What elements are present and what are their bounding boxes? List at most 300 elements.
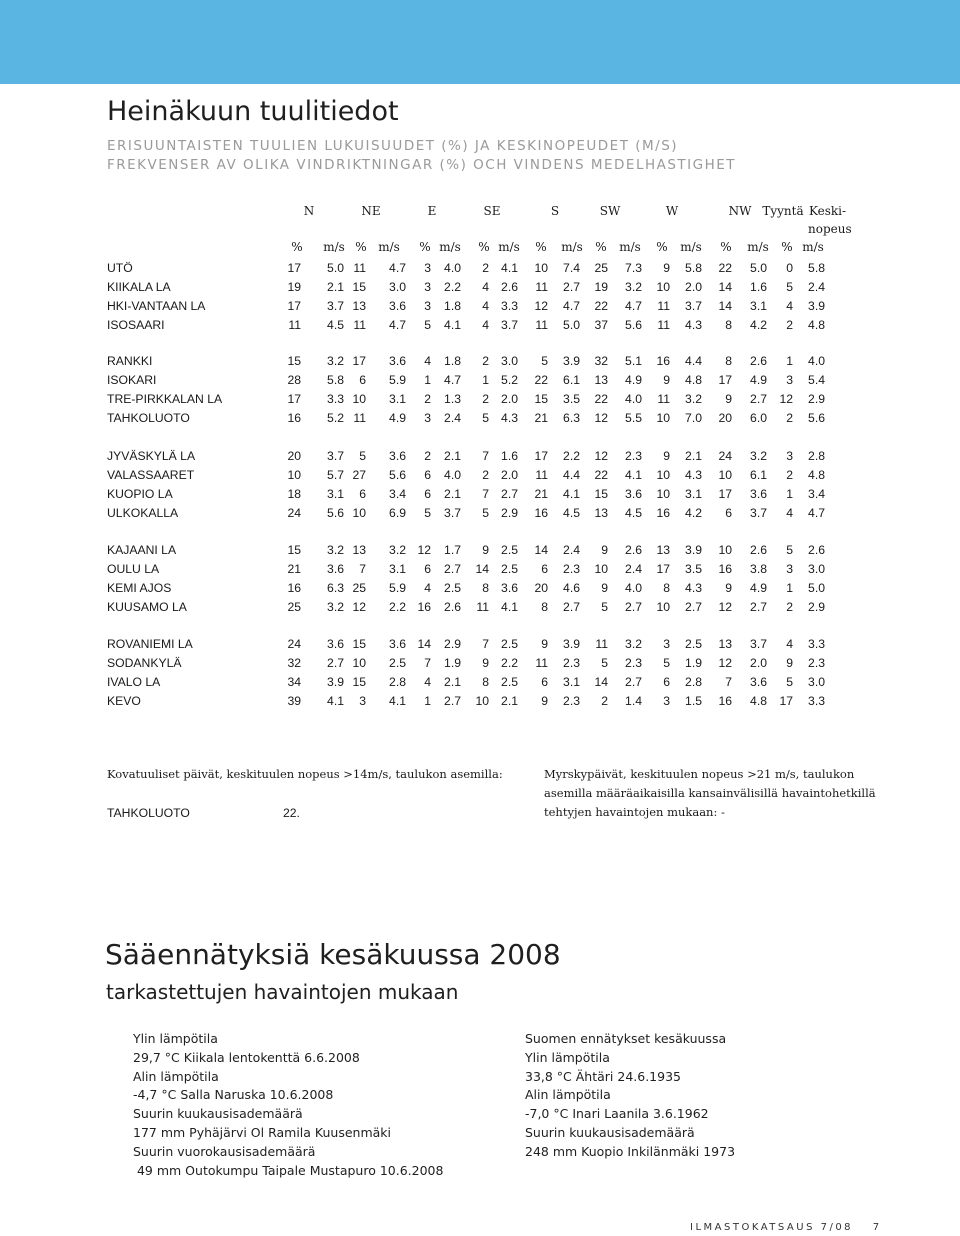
- cell-percent: 32: [287, 655, 301, 670]
- cell-percent: 7: [725, 674, 732, 689]
- cell-speed: 2.3: [563, 693, 580, 708]
- cell-percent: 2: [482, 261, 489, 275]
- cell-speed: 3.7: [750, 505, 767, 520]
- cell-percent: 27: [352, 467, 366, 482]
- cell-percent: 5: [541, 354, 548, 368]
- table-row: [0, 637, 960, 652]
- cell-speed: 1.9: [444, 655, 461, 670]
- cell-speed: 4.1: [444, 317, 461, 332]
- record-line: Suurin kuukausisademäärä: [133, 1106, 303, 1122]
- cell-speed: 4.3: [685, 580, 702, 595]
- records-subtitle: tarkastettujen havaintojen mukaan: [106, 980, 459, 1004]
- cell-speed: 3.6: [389, 354, 406, 368]
- cell-percent: 2: [424, 449, 431, 463]
- cell-percent: 6: [424, 561, 431, 576]
- cell-speed: 3.2: [625, 637, 642, 651]
- cell-speed: 4.9: [750, 580, 767, 595]
- cell-speed: 3.2: [685, 391, 702, 406]
- cell-speed: 3.9: [327, 674, 344, 689]
- cell-speed: 3.1: [389, 561, 406, 576]
- page-number: 7: [872, 1222, 882, 1233]
- cell-percent: 5: [482, 505, 489, 520]
- cell-speed: 2.1: [501, 693, 518, 708]
- cell-percent: 21: [534, 410, 548, 425]
- col-header-sw: SW: [599, 204, 621, 218]
- cell-speed: 4.7: [389, 317, 406, 332]
- cell-speed: 2.9: [501, 505, 518, 520]
- cell-speed: 2.5: [685, 637, 702, 651]
- unit-ms: m/s: [747, 240, 769, 254]
- cell-percent: 16: [417, 599, 431, 614]
- unit-pct: %: [291, 240, 303, 254]
- cell-percent: 11: [535, 279, 548, 294]
- cell-speed: 3.1: [389, 391, 406, 406]
- cell-percent: 6: [359, 372, 366, 387]
- cell-speed: 3.7: [444, 505, 461, 520]
- cell-percent: 15: [352, 674, 366, 689]
- unit-ms: m/s: [498, 240, 520, 254]
- cell-percent: 1: [424, 372, 431, 387]
- cell-percent: 17: [779, 693, 793, 708]
- cell-speed: 2.0: [501, 391, 518, 406]
- cell-percent: 9: [601, 580, 608, 595]
- table-row: [0, 543, 960, 558]
- cell-speed: 2.3: [563, 655, 580, 670]
- cell-speed: 5.2: [501, 372, 518, 387]
- cell-speed: 3.6: [750, 674, 767, 689]
- cell-percent: 9: [786, 655, 793, 670]
- table-row: [0, 675, 960, 690]
- cell-speed: 1.9: [685, 655, 702, 670]
- cell-speed: 3.4: [389, 486, 406, 501]
- cell-percent: 24: [718, 449, 732, 463]
- cell-percent: 17: [718, 486, 732, 501]
- cell-percent: 13: [352, 543, 366, 557]
- cell-speed: 5.1: [625, 354, 642, 368]
- cell-speed: 5.2: [327, 410, 344, 425]
- cell-percent: 12: [594, 449, 608, 463]
- cell-percent: 9: [725, 391, 732, 406]
- cell-percent: 4: [482, 298, 489, 313]
- cell-speed: 3.2: [327, 599, 344, 614]
- unit-pct: %: [720, 240, 732, 254]
- cell-percent: 10: [656, 486, 670, 501]
- cell-speed: 4.1: [501, 261, 518, 275]
- cell-percent: 14: [594, 674, 608, 689]
- cell-percent: 3: [663, 693, 670, 708]
- record-line: Suurin kuukausisademäärä: [525, 1124, 695, 1140]
- cell-speed: 3.6: [389, 449, 406, 463]
- cell-speed: 5.6: [625, 317, 642, 332]
- col-header-e: E: [427, 204, 437, 218]
- col-header-s: S: [550, 204, 560, 218]
- cell-speed: 3.6: [750, 486, 767, 501]
- cell-speed: 2.2: [501, 655, 518, 670]
- cell-speed: 3.2: [750, 449, 767, 463]
- cell-percent: 6: [424, 467, 431, 482]
- cell-percent: 5: [601, 655, 608, 670]
- cell-percent: 15: [534, 391, 548, 406]
- cell-speed: 4.5: [327, 317, 344, 332]
- unit-ms: m/s: [323, 240, 345, 254]
- cell-percent: 9: [541, 637, 548, 651]
- cell-speed: 2.2: [444, 279, 461, 294]
- cell-speed: 2.5: [389, 655, 406, 670]
- cell-percent: 17: [718, 372, 732, 387]
- cell-percent: 11: [535, 317, 548, 332]
- cell-percent: 22: [594, 391, 608, 406]
- cell-speed: 2.2: [389, 599, 406, 614]
- table-row: [0, 373, 960, 388]
- cell-speed: 4.7: [808, 505, 825, 520]
- table-row: [0, 581, 960, 596]
- storm-days-line-1: Myrskypäivät, keskituulen nopeus >21 m/s, taulukon: [544, 767, 855, 781]
- record-line: 177 mm Pyhäjärvi Ol Ramila Kuusenmäki: [133, 1124, 391, 1140]
- unit-ms: m/s: [378, 240, 400, 254]
- cell-speed: 2.2: [563, 449, 580, 463]
- col-header-n: N: [303, 204, 315, 218]
- cell-percent: 22: [534, 372, 548, 387]
- cell-speed: 4.8: [808, 317, 825, 332]
- station-name: VALASSAARET: [107, 467, 195, 482]
- cell-speed: 3.6: [389, 298, 406, 313]
- station-name: KIIKALA LA: [107, 279, 171, 294]
- cell-percent: 10: [656, 410, 670, 425]
- cell-percent: 9: [725, 580, 732, 595]
- cell-speed: 2.6: [501, 279, 518, 294]
- unit-pct: %: [355, 240, 367, 254]
- cell-percent: 2: [424, 391, 431, 406]
- cell-percent: 10: [534, 261, 548, 275]
- cell-speed: 5.8: [327, 372, 344, 387]
- col-header-w: W: [665, 204, 679, 218]
- cell-percent: 2: [482, 391, 489, 406]
- cell-percent: 37: [594, 317, 608, 332]
- table-row: [0, 600, 960, 615]
- cell-speed: 2.5: [501, 543, 518, 557]
- cell-speed: 3.2: [327, 354, 344, 368]
- cell-speed: 5.9: [389, 372, 406, 387]
- cell-speed: 6.1: [563, 372, 580, 387]
- cell-speed: 2.9: [808, 391, 825, 406]
- cell-speed: 6.0: [750, 410, 767, 425]
- cell-percent: 11: [657, 391, 670, 406]
- station-name: HKI-VANTAAN LA: [107, 298, 206, 313]
- cell-speed: 3.1: [750, 298, 767, 313]
- cell-speed: 3.3: [501, 298, 518, 313]
- cell-percent: 4: [482, 317, 489, 332]
- col-header-calm: Tyyntä: [762, 204, 804, 218]
- cell-speed: 2.7: [501, 486, 518, 501]
- cell-percent: 10: [287, 467, 301, 482]
- cell-percent: 1: [786, 580, 793, 595]
- cell-speed: 2.3: [808, 655, 825, 670]
- station-name: TRE-PIRKKALAN LA: [107, 391, 223, 406]
- station-name: IVALO LA: [107, 674, 161, 689]
- cell-speed: 4.5: [563, 505, 580, 520]
- cell-percent: 16: [718, 561, 732, 576]
- cell-percent: 5: [482, 410, 489, 425]
- cell-percent: 14: [534, 543, 548, 557]
- cell-speed: 2.7: [750, 599, 767, 614]
- station-name: ROVANIEMI LA: [107, 637, 193, 651]
- col-header-ne: NE: [361, 204, 381, 218]
- cell-speed: 4.5: [625, 505, 642, 520]
- cell-percent: 39: [287, 693, 301, 708]
- cell-speed: 4.7: [563, 298, 580, 313]
- cell-speed: 3.3: [808, 693, 825, 708]
- table-row: [0, 392, 960, 407]
- cell-percent: 4: [482, 279, 489, 294]
- cell-percent: 13: [718, 637, 732, 651]
- cell-speed: 3.4: [808, 486, 825, 501]
- cell-percent: 8: [482, 674, 489, 689]
- cell-speed: 2.7: [563, 599, 580, 614]
- record-line: -7,0 °C Inari Laanila 3.6.1962: [525, 1106, 709, 1122]
- cell-percent: 11: [288, 317, 301, 332]
- record-line: 49 mm Outokumpu Taipale Mustapuro 10.6.2008: [133, 1162, 444, 1178]
- cell-speed: 5.0: [750, 261, 767, 275]
- cell-speed: 3.1: [327, 486, 344, 501]
- cell-speed: 1.3: [444, 391, 461, 406]
- cell-speed: 4.8: [685, 372, 702, 387]
- table-row: [0, 562, 960, 577]
- cell-speed: 3.8: [750, 561, 767, 576]
- cell-percent: 15: [287, 543, 301, 557]
- cell-percent: 12: [417, 543, 431, 557]
- footer: [690, 1222, 882, 1233]
- cell-speed: 3.6: [501, 580, 518, 595]
- cell-percent: 11: [476, 599, 489, 614]
- cell-percent: 7: [359, 561, 366, 576]
- storm-days-line-3: tehtyjen havaintojen mukaan: -: [544, 805, 725, 819]
- cell-speed: 2.6: [808, 543, 825, 557]
- cell-percent: 8: [725, 354, 732, 368]
- station-name: SODANKYLÄ: [107, 655, 182, 670]
- cell-percent: 22: [594, 467, 608, 482]
- cell-percent: 10: [656, 467, 670, 482]
- cell-percent: 12: [352, 599, 366, 614]
- cell-speed: 1.6: [750, 279, 767, 294]
- unit-pct: %: [656, 240, 668, 254]
- cell-speed: 2.4: [625, 561, 642, 576]
- cell-speed: 3.2: [625, 279, 642, 294]
- col-header-mean-1: Keski-: [809, 204, 847, 218]
- cell-percent: 9: [482, 543, 489, 557]
- station-name: ISOSAARI: [107, 317, 165, 332]
- cell-speed: 2.1: [685, 449, 702, 463]
- unit-ms: m/s: [439, 240, 461, 254]
- cell-speed: 3.7: [750, 637, 767, 651]
- cell-percent: 11: [535, 467, 548, 482]
- cell-percent: 11: [657, 298, 670, 313]
- cell-percent: 17: [287, 391, 301, 406]
- cell-speed: 6.3: [327, 580, 344, 595]
- cell-percent: 10: [594, 561, 608, 576]
- footer-publication: ILMASTOKATSAUS 7/08: [690, 1222, 854, 1233]
- cell-speed: 4.1: [501, 599, 518, 614]
- cell-percent: 25: [594, 261, 608, 275]
- cell-percent: 16: [656, 354, 670, 368]
- cell-speed: 2.0: [501, 467, 518, 482]
- table-row: [0, 449, 960, 464]
- cell-speed: 4.3: [501, 410, 518, 425]
- cell-speed: 2.7: [563, 279, 580, 294]
- cell-percent: 13: [594, 505, 608, 520]
- cell-percent: 1: [482, 372, 489, 387]
- strong-wind-value: 22.: [283, 806, 300, 820]
- record-line: 29,7 °C Kiikala lentokenttä 6.6.2008: [133, 1049, 360, 1065]
- cell-percent: 4: [786, 298, 793, 313]
- cell-percent: 16: [534, 505, 548, 520]
- cell-percent: 22: [594, 298, 608, 313]
- cell-speed: 3.7: [501, 317, 518, 332]
- cell-speed: 5.6: [389, 467, 406, 482]
- cell-speed: 4.4: [563, 467, 580, 482]
- cell-speed: 4.2: [685, 505, 702, 520]
- cell-percent: 8: [541, 599, 548, 614]
- cell-speed: 4.9: [625, 372, 642, 387]
- cell-speed: 3.9: [808, 298, 825, 313]
- cell-percent: 9: [663, 449, 670, 463]
- cell-speed: 4.1: [327, 693, 344, 708]
- unit-pct: %: [595, 240, 607, 254]
- cell-percent: 25: [287, 599, 301, 614]
- cell-speed: 2.7: [444, 561, 461, 576]
- record-line: Suomen ennätykset kesäkuussa: [525, 1031, 727, 1046]
- cell-percent: 14: [475, 561, 489, 576]
- cell-percent: 17: [656, 561, 670, 576]
- cell-percent: 20: [287, 449, 301, 463]
- cell-percent: 9: [663, 372, 670, 387]
- cell-percent: 10: [352, 391, 366, 406]
- table-row: [0, 506, 960, 521]
- cell-percent: 16: [718, 693, 732, 708]
- cell-percent: 7: [482, 486, 489, 501]
- cell-percent: 4: [424, 354, 431, 368]
- cell-speed: 3.0: [808, 674, 825, 689]
- cell-percent: 5: [359, 449, 366, 463]
- subtitle-fi: ERISUUNTAISTEN TUULIEN LUKUISUUDET (%) JA KESKINOPEUDET (M/S): [107, 138, 679, 154]
- station-name: KEVO: [107, 693, 141, 708]
- cell-percent: 11: [353, 410, 366, 425]
- cell-speed: 2.7: [444, 693, 461, 708]
- cell-percent: 11: [657, 317, 670, 332]
- cell-percent: 10: [656, 599, 670, 614]
- cell-speed: 5.0: [327, 261, 344, 275]
- cell-percent: 14: [417, 637, 431, 651]
- cell-speed: 2.3: [625, 655, 642, 670]
- cell-percent: 2: [482, 354, 489, 368]
- cell-percent: 7: [482, 449, 489, 463]
- records-finland-june: [525, 1030, 735, 1162]
- cell-speed: 2.5: [501, 674, 518, 689]
- station-name: KEMI AJOS: [107, 580, 172, 595]
- cell-speed: 3.6: [625, 486, 642, 501]
- table-row: [0, 299, 960, 314]
- cell-percent: 17: [287, 298, 301, 313]
- cell-speed: 4.1: [389, 693, 406, 708]
- cell-speed: 2.8: [389, 674, 406, 689]
- cell-speed: 4.0: [625, 580, 642, 595]
- cell-speed: 4.6: [563, 580, 580, 595]
- table-row: [0, 318, 960, 333]
- cell-speed: 3.0: [501, 354, 518, 368]
- record-line: 248 mm Kuopio Inkilänmäki 1973: [525, 1143, 736, 1159]
- cell-speed: 3.5: [563, 391, 580, 406]
- unit-ms: m/s: [619, 240, 641, 254]
- table-row: [0, 487, 960, 502]
- cell-speed: 5.9: [389, 580, 406, 595]
- storm-days-line-2: asemilla määräaikaisilla kansainvälisillä havaintohetkillä: [544, 786, 876, 800]
- cell-speed: 2.8: [685, 674, 702, 689]
- cell-percent: 9: [601, 543, 608, 557]
- cell-percent: 22: [718, 261, 732, 275]
- cell-percent: 2: [786, 599, 793, 614]
- cell-percent: 4: [424, 674, 431, 689]
- unit-ms: m/s: [561, 240, 583, 254]
- records-title: Sääennätyksiä kesäkuussa 2008: [105, 938, 561, 971]
- record-line: Suurin vuorokausisademäärä: [133, 1143, 316, 1159]
- cell-percent: 19: [594, 279, 608, 294]
- strong-wind-station: TAHKOLUOTO: [107, 806, 190, 820]
- cell-percent: 18: [287, 486, 301, 501]
- cell-speed: 2.1: [444, 486, 461, 501]
- station-name: ISOKARI: [107, 372, 157, 387]
- cell-speed: 3.2: [327, 543, 344, 557]
- cell-percent: 15: [287, 354, 301, 368]
- table-row: [0, 468, 960, 483]
- cell-percent: 4: [786, 637, 793, 651]
- cell-percent: 3: [786, 372, 793, 387]
- cell-speed: 2.1: [327, 279, 344, 294]
- cell-speed: 1.7: [444, 543, 461, 557]
- cell-speed: 6.9: [389, 505, 406, 520]
- cell-percent: 15: [594, 486, 608, 501]
- cell-speed: 4.3: [685, 317, 702, 332]
- cell-percent: 9: [541, 693, 548, 708]
- cell-speed: 5.8: [808, 261, 825, 275]
- cell-speed: 2.9: [808, 599, 825, 614]
- cell-percent: 2: [482, 467, 489, 482]
- cell-speed: 3.6: [327, 561, 344, 576]
- cell-speed: 4.0: [444, 467, 461, 482]
- cell-percent: 5: [786, 674, 793, 689]
- station-name: KAJAANI LA: [107, 543, 177, 557]
- cell-speed: 2.7: [625, 599, 642, 614]
- station-name: OULU LA: [107, 561, 160, 576]
- cell-percent: 3: [424, 279, 431, 294]
- cell-speed: 3.6: [327, 637, 344, 651]
- cell-percent: 20: [534, 580, 548, 595]
- cell-speed: 7.3: [625, 261, 642, 275]
- cell-speed: 5.0: [563, 317, 580, 332]
- cell-speed: 5.5: [625, 410, 642, 425]
- cell-percent: 11: [353, 317, 366, 332]
- cell-percent: 16: [287, 580, 301, 595]
- cell-speed: 2.4: [444, 410, 461, 425]
- cell-speed: 3.0: [808, 561, 825, 576]
- cell-speed: 4.0: [808, 354, 825, 368]
- cell-speed: 1.8: [444, 298, 461, 313]
- station-name: TAHKOLUOTO: [107, 410, 190, 425]
- cell-percent: 2: [601, 693, 608, 708]
- cell-speed: 1.4: [625, 693, 642, 708]
- cell-speed: 4.7: [389, 261, 406, 275]
- cell-percent: 21: [287, 561, 301, 576]
- table-row: [0, 261, 960, 276]
- cell-speed: 2.9: [444, 637, 461, 651]
